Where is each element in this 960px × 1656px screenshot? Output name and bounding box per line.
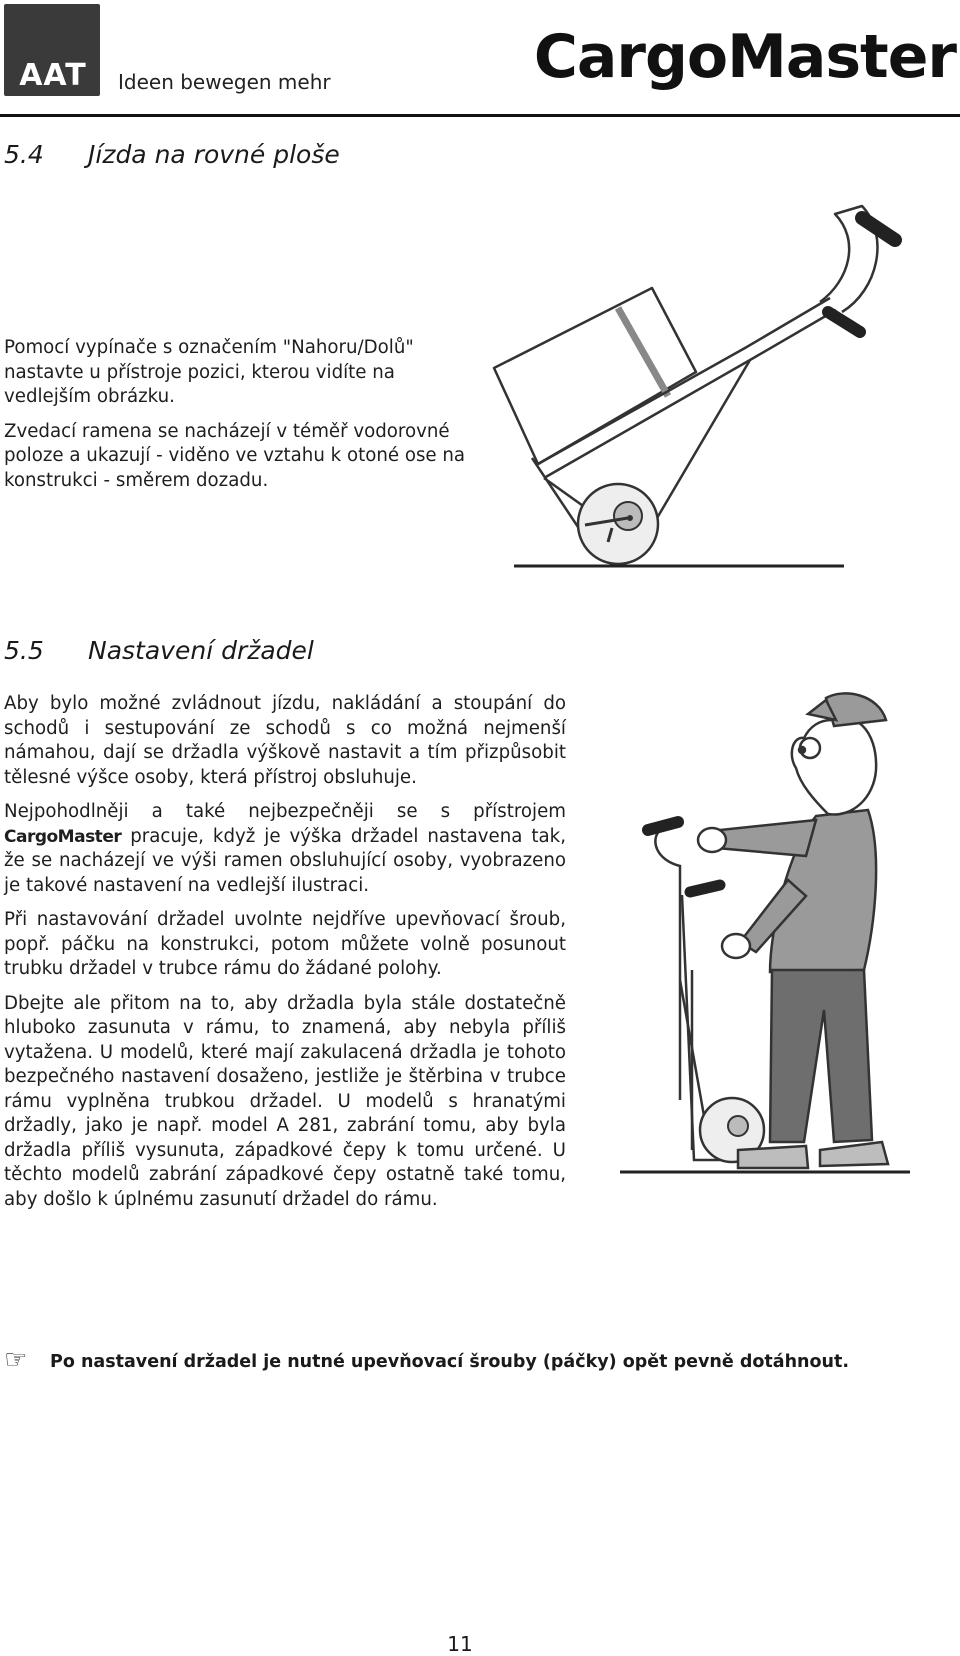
section-5-5-text — [4, 692, 566, 1222]
section-title: Jízda na rovné ploše — [88, 140, 340, 169]
header-divider — [0, 114, 960, 117]
lower-grip-shape — [828, 312, 860, 332]
section-5-4-text — [4, 336, 466, 503]
section-number: 5.4 — [4, 140, 44, 169]
page-number: 11 — [447, 1632, 473, 1656]
safety-note: Po nastavení držadel je nutné upevňovací šrouby (páčky) opět pevně dotáhnout. — [50, 1352, 849, 1372]
tagline: Ideen bewegen mehr — [118, 70, 331, 94]
paragraph: Dbejte ale přitom na to, aby držadla byla stále dostatečně hluboko zasunuta v rámu, to znamená, aby nebyla příliš vytažena. U modelů, které mají zakulacená držadla je tohoto bezpečného nastavení dosaženo, jestliže je štěrbina v trubce rámu vyplněna trubkou držadel. U modelů s hranatými držadly, jako je např. model A 281, zabrání tomu, aby byla držadla příliš vysunuta, západkové čepy k tomu určené. U těchto modelů zabrání západkové čepy ostatně také tomu, aby došlo k úplnému zasunutí držadel do rámu. — [4, 992, 566, 1210]
wheel-shape — [578, 484, 658, 564]
brand-logo: CargoMaster — [533, 22, 956, 92]
aat-logo-text: AAT — [19, 58, 87, 93]
section-5-5-heading — [4, 636, 504, 670]
paragraph: Zvedací ramena se nacházejí v téměř vodorovné poloze a ukazují - viděno ve vztahu k otoné ose na konstrukci - směrem dozadu. — [4, 420, 466, 491]
paragraph: Při nastavování držadel uvolnte nejdříve upevňovací šroub, popř. páčku na konstrukci, potom můžete volně posunout trubku držadel v trubce rámu do žádané polohy. — [4, 909, 566, 979]
box-shape — [494, 288, 696, 464]
section-5-4-heading — [4, 140, 504, 174]
section-title: Nastavení držadel — [88, 636, 314, 665]
operator-illustration — [620, 680, 910, 1180]
paragraph: Aby bylo možné zvládnout jízdu, nakládání a stoupání do schodů i sestupování ze schodů s co možná nejmenší námahou, dají se držadla výškově nastavit a tím přizpůsobit tělesné výšce osoby, která přístroj obsluhuje. — [4, 693, 566, 788]
paragraph: Pomocí vypínače s označením "Nahoru/Dolů" nastavte u přístroje pozici, kterou vidíte na vedlejším obrázku. — [4, 337, 414, 407]
hand-truck-illustration — [490, 200, 950, 580]
lower-grip-shape — [690, 885, 720, 892]
section-number: 5.5 — [4, 636, 44, 665]
pointing-hand-icon: ☞ — [4, 1345, 28, 1375]
brand-inline: CargoMaster — [4, 826, 122, 847]
man-figure — [698, 693, 888, 1168]
upper-grip-shape — [862, 218, 895, 240]
upper-grip-shape — [648, 822, 678, 830]
paragraph: Nejpohodlněji a také nejbezpečněji se s přístrojem CargoMaster pracuje, když je výška držadel nastavena tak, že se nacházejí ve výši ramen obsluhující osoby, vyobrazeno je takové nastavení na vedlejší ilustraci. — [4, 801, 566, 896]
